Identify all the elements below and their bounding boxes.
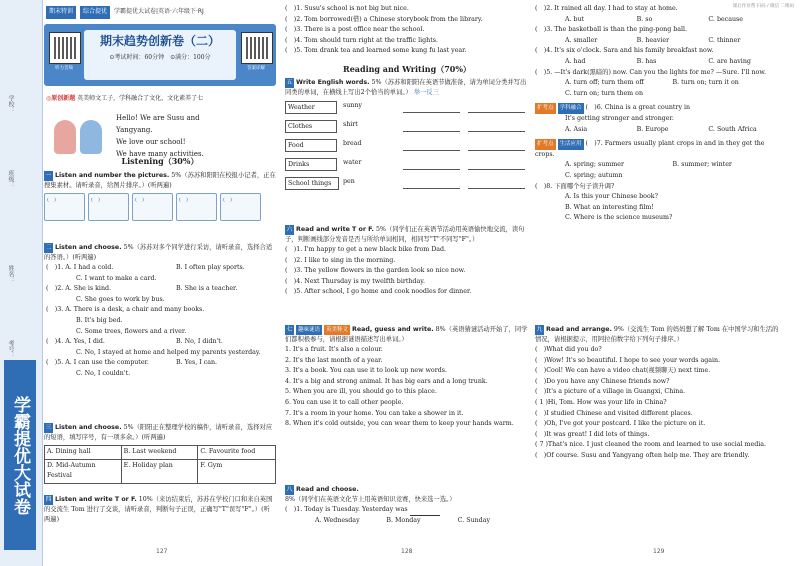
tf-sentence: ( )2. I like to sing in the morning. — [285, 256, 396, 264]
picture-row — [44, 193, 276, 221]
side-label-class: 班级： — [7, 170, 14, 188]
page-number: 128 — [401, 548, 413, 556]
intro-line: We love our school! — [116, 138, 186, 146]
section-desc: 5%（同学们正在英语节活动用英语愉快地交流，读句子，判断画线部分发音是否与所给单词相同，相同写"T"不同写"F"。） — [285, 226, 525, 243]
choice-options: A. smaller B. heavier C. thinner — [565, 36, 741, 44]
phrase-d: D. Mid-Autumn Festival — [45, 460, 122, 483]
example-word: bread — [343, 139, 362, 147]
section-title: Read and arrange. — [546, 326, 612, 333]
section-desc: 10%（来访结束后，苏苏在学校门口和来自英国的交流生 Tom 进行了交谈，请听录音，判断句子正误，正确写"T"误写"F"。）(听两遍) — [44, 496, 273, 523]
side-label-school: 学校： — [7, 95, 14, 113]
section-link[interactable]: 举一反三 — [413, 88, 439, 96]
answer-line[interactable] — [468, 101, 525, 113]
category-box: Food — [285, 139, 337, 152]
choice-extra: It's getting stronger and stronger. — [565, 114, 674, 122]
answer-line[interactable] — [403, 177, 460, 189]
choice-option: B. What an interesting film! — [565, 203, 654, 211]
series-label: 学霸提优大试卷|英语·六年级下·RJ — [114, 8, 204, 15]
section-desc: 5%（阳阳正在整理学校的稿件，请听录音，选择对应的短语，填写序号，有一项多余。）(听两遍) — [44, 424, 273, 441]
phrase-box — [44, 445, 276, 484]
choice-options: A. spring; summer B. summer; winter — [565, 161, 732, 169]
title-inner — [84, 30, 236, 80]
question-1: ( )1. A. I had a cold. B. I often play sports. C. I want to make a card. — [46, 264, 245, 282]
arrange-line: ( 1 )Hi, Tom. How was your life in China? — [535, 398, 667, 406]
section-number: 二 — [45, 244, 52, 251]
category-box: Clothes — [285, 120, 337, 133]
page-number: 127 — [156, 548, 168, 556]
phrase-a: A. Dining hall — [45, 446, 122, 460]
left-binding-strip — [0, 0, 43, 566]
choice-block — [535, 4, 780, 224]
tag-improve: 综合提优 — [80, 6, 110, 19]
side-label-id: 考号： — [7, 340, 14, 358]
section-desc: 8%（英语猜谜活动开始了，同学们都积极参与，请根据谜语描述写出单词。） — [285, 326, 528, 343]
choice-question: 扩考点 生活应用 ( )7. Farmers usually plant crops in and in they get the crops. — [535, 140, 765, 158]
qr-answer-icon[interactable] — [241, 32, 273, 64]
phrase-f: F. Gym — [200, 461, 223, 469]
choice-options: A. but B. so C. because — [565, 15, 743, 23]
answer-line[interactable] — [403, 158, 460, 170]
choice-options: A. Asia B. Europe C. South Africa — [565, 125, 757, 133]
section-title: Listen and number the pictures. — [55, 172, 170, 179]
page-128 — [285, 0, 529, 566]
brand-vertical: 学霸提优大试卷 — [4, 360, 36, 550]
rw-block — [285, 58, 529, 190]
section-title: Read and write T or F. — [296, 226, 374, 233]
question-2: ( )2. A. She is kind. B. She is a teacher. C. She goes to work by bus. — [46, 285, 238, 303]
kids-illustration — [48, 110, 110, 156]
tag-culture: 英美释文 — [326, 327, 349, 333]
phrase-c: C. Favourite food — [198, 446, 275, 460]
section-title: Read and choose. — [296, 486, 359, 493]
picture-4: ( ) — [176, 193, 217, 221]
side-label-name: 姓名： — [7, 265, 14, 283]
qr-listening-icon[interactable] — [49, 32, 81, 64]
section-7 — [285, 322, 529, 430]
riddle: 4. It's a big and strong animal. It has big ears and a long trunk. — [285, 377, 488, 385]
intro-line: Hello! We are Susu and Yangyang. — [116, 114, 200, 134]
qr-listening-caption: 听力音频 — [55, 66, 73, 71]
choice-question: ( )5. —It's dark(黑暗的) now. Can you the lights for me? —Sure. I'll now. — [535, 68, 766, 76]
section-8 — [285, 482, 529, 526]
riddle: 1. It's a fruit. It's also a colour. — [285, 346, 383, 353]
section-3 — [44, 420, 276, 486]
question-4: ( )4. A. Yes, I did. B. No, I didn't. C. No, I stayed at home and helped my parents yesterday. — [46, 338, 261, 356]
arrange-line: ( )I studied Chinese and visited different places. — [535, 409, 693, 417]
example-word: sunny — [343, 101, 362, 109]
girl-figure-icon — [54, 120, 76, 154]
choice-question: 扩考点 学科融合 ( )6. China is a great country in — [535, 103, 780, 114]
section-4 — [44, 492, 276, 525]
section-1 — [44, 168, 276, 221]
riddle: 6. You can use it to call other people. — [285, 398, 404, 406]
arrange-line: ( )It was great! I did lots of things. — [535, 430, 650, 438]
choice-option: C. spring; autumn — [565, 171, 623, 179]
original-note — [46, 94, 274, 105]
reading-writing-heading: Reading and Writing（70%） — [343, 64, 471, 74]
tf-item: ( )3. There is a post office near the school. — [285, 26, 425, 34]
answer-line[interactable] — [468, 139, 525, 151]
phrase-e: E. Holiday plan — [122, 460, 199, 483]
section-number: 七 — [286, 326, 293, 333]
tf-sentence: ( )3. The yellow flowers in the garden look so nice now. — [285, 267, 466, 275]
section-9 — [535, 322, 780, 462]
section-2 — [44, 240, 276, 380]
page-127 — [44, 0, 276, 566]
section-number: 九 — [536, 326, 543, 333]
tag-row — [46, 6, 204, 19]
question-5: ( )5. A. I can use the computer. B. Yes, I can. C. No, I couldn't. — [46, 359, 218, 377]
listening-heading: Listening（30%） — [121, 156, 199, 166]
tf-item: ( )4. Tom should turn right at the traffic lights. — [285, 36, 438, 44]
picture-3: ( ) — [132, 193, 173, 221]
qr-answer-caption: 答案详解 — [247, 66, 265, 71]
tf-list — [285, 4, 529, 57]
arrange-line: ( )Do you have any Chinese friends now? — [535, 377, 670, 385]
section-title: Write English words. — [296, 78, 370, 86]
section-desc: 5%（苏苏对多个同学进行采访，请听录音，选择合适的答语。）(听两遍) — [44, 244, 273, 261]
answer-line[interactable] — [403, 139, 460, 151]
tf-item: ( )1. Susu's school is not big but nice. — [285, 5, 409, 12]
title-banner — [44, 24, 276, 86]
page-number: 129 — [653, 548, 665, 556]
arrange-line: ( )Oh, I've got your postcard. I like the picture on it. — [535, 420, 706, 428]
section-6 — [285, 222, 529, 298]
section-title: Listen and write T or F. — [55, 496, 137, 503]
riddle: 8. When it's cold outside, you can wear them to keep your hands warm. — [285, 420, 514, 428]
choice-options: A. had B. has C. are having — [565, 57, 751, 65]
choice-option: A. Is this your Chinese book? — [565, 193, 658, 201]
arrange-line: ( )What did you do? — [535, 346, 602, 353]
choice-question: ( )3. The basketball is than the ping-pong ball. — [535, 26, 688, 34]
answer-line[interactable] — [403, 120, 460, 132]
tf-item: ( )5. Tom drank tea and learned some kung fu last year. — [285, 47, 467, 55]
section-number: 八 — [286, 486, 293, 493]
category-box: School things — [285, 177, 339, 190]
picture-1: ( ) — [44, 193, 85, 221]
riddle: 7. It's a room in your home. You can take a shower in it. — [285, 409, 464, 417]
arrange-line: ( )Of course. Susu and Yangyang often help me. They are friendly. — [535, 451, 750, 459]
choice-options: A. turn off; turn them off B. turn on; turn it on — [565, 79, 739, 87]
section-number: 四 — [45, 496, 52, 503]
intro-line: We have many activities. — [116, 150, 204, 158]
example-word: water — [343, 158, 362, 166]
section-title: Read, guess and write. — [352, 326, 434, 333]
original-badge: ◎原创新题 — [46, 95, 76, 102]
choice-question: ( )2. It rained all day. I had to stay at home. — [535, 5, 678, 12]
section-desc: 5%（苏苏和阳阳在校报小记者，正在搜集素材。请听录音，给图片排序。）(听两遍) — [44, 172, 276, 189]
choice-question: ( )1. Today is Tuesday. Yesterday was — [285, 505, 529, 516]
example-word: pen — [343, 177, 355, 185]
answer-line[interactable] — [403, 101, 460, 113]
choice-question: ( )4. It's six o'clock. Sara and his family breakfast now. — [535, 47, 714, 55]
riddle: 2. It's the last month of a year. — [285, 356, 383, 364]
question-3: ( )3. A. There is a desk, a chair and many books. B. It's big bed. C. Some trees, flowers and a river. — [46, 306, 205, 335]
choice-option: C. turn on; turn them on — [565, 89, 644, 97]
category-box: Weather — [285, 101, 337, 114]
intro-lines — [116, 112, 232, 160]
section-number: 一 — [45, 172, 52, 179]
tag-riddle: 趣味谜语 — [298, 327, 321, 333]
category-box: Drinks — [285, 158, 337, 171]
answer-line[interactable] — [468, 120, 525, 132]
tf-sentence: ( )5. After school, I go home and cook noodles for dinner. — [285, 288, 472, 296]
choice-option: C. Where is the science museum? — [565, 214, 673, 222]
phrase-b: B. Last weekend — [122, 446, 199, 460]
tf-item: ( )2. Tom borrowed(借) a Chinese storybook from the library. — [285, 15, 483, 23]
section-desc: 8%（同学们在英语文化节上用英语知识竞赛，快来选一选。） — [285, 496, 456, 503]
arrange-line: ( )Wow! It's so beautiful. I hope to see your words again. — [535, 356, 721, 364]
tf-sentence: ( )4. Next Thursday is my twelfth birthday. — [285, 277, 425, 285]
header-right-note: 课后作业帮 扫码 / 微信 二维码 — [732, 4, 794, 9]
arrange-line: ( 7 )That's nice. I just cleaned the room and learned to use social media. — [535, 441, 767, 449]
riddle: 5. When you are ill, you should go to this place. — [285, 388, 437, 396]
word-table — [285, 101, 529, 190]
arrange-line: ( )It's a picture of a village in Guangxi, China. — [535, 388, 686, 396]
exam-meta: ⊙考试时间：60分钟 ⊙满分：100分 — [109, 53, 211, 61]
section-desc: 9%（交流生 Tom 的妈妈想了解 Tom 在中国学习和生活的情况，请根据提示，用阿拉伯数字给下列句子排序。） — [535, 326, 779, 343]
tf-sentence: ( )1. I'm happy to get a new black bike from Dad. — [285, 246, 447, 253]
section-number: 六 — [286, 226, 293, 233]
section-desc: 5%（苏苏和阳阳在英语节做准备，请为单词分类并写出同类的单词，在横线上写出2个恰当的单词。） — [285, 78, 527, 96]
boy-figure-icon — [80, 120, 102, 154]
exam-title: 期末趋势创新卷（二） — [99, 34, 220, 48]
answer-line[interactable] — [468, 158, 525, 170]
tag-final: 期末特训 — [46, 6, 76, 19]
original-text: 英美师文工子，学科融合了文化，文化素养了七 — [77, 95, 204, 102]
intro-block — [44, 110, 276, 160]
answer-blank[interactable] — [410, 507, 440, 516]
choice-question: ( )8. 下面哪个句子读升调? — [535, 182, 615, 190]
arrange-line: ( )Cool! We can have a video chat(视频聊天) next time. — [535, 367, 711, 375]
picture-2: ( ) — [88, 193, 129, 221]
section-title: Listen and choose. — [55, 424, 122, 431]
page-129 — [535, 0, 780, 566]
picture-5: ( ) — [220, 193, 261, 221]
example-word: shirt — [343, 120, 358, 128]
section-number: 五 — [286, 78, 293, 86]
section-number: 三 — [45, 424, 52, 431]
choice-options: A. Wednesday B. Monday C. Sunday — [315, 516, 491, 524]
section-title: Listen and choose. — [55, 244, 122, 251]
riddle: 3. It's a book. You can use it to look up new words. — [285, 367, 447, 375]
answer-line[interactable] — [468, 177, 525, 189]
